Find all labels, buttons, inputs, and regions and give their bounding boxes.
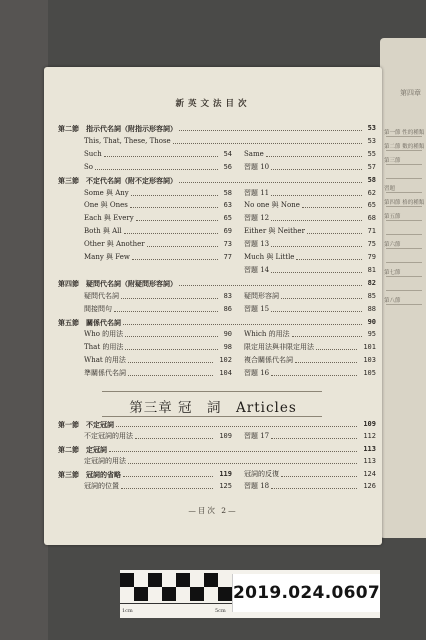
leader-dots [136,220,218,221]
entry-label: Much 與 Little [244,253,295,261]
leader-dots [131,195,218,196]
entry-page: 75 [367,240,376,249]
leader-dots [128,362,213,363]
contents-entry [244,469,376,480]
contents-entry [244,355,376,366]
entry-page: 81 [367,265,376,274]
entry-page: 125 [219,482,232,490]
entry-page: 54 [223,149,232,158]
adjacent-page-rule [386,150,422,151]
leader-dots [123,324,362,325]
entry-label: Many 與 Few [84,253,130,261]
adjacent-page [380,38,426,538]
contents-entry [84,252,232,263]
entry-page: 63 [223,201,232,210]
adjacent-page-rule [386,136,422,137]
contents-entry [84,162,232,173]
contents-entry [244,200,376,211]
entry-page: 69 [223,227,232,236]
entry-page: 56 [223,162,232,171]
entry-label: Either 與 Neither [244,227,305,236]
contents-entry [84,368,232,379]
entry-label: 習題 13 [244,240,270,249]
page-footer: —目次 2— [188,506,238,515]
entry-label: Same [244,149,264,158]
adjacent-page-rule [386,220,422,221]
entry-label: Each 與 Every [84,214,134,223]
adjacent-page-line: 第八節 [384,298,401,304]
entry-page: 101 [363,343,376,352]
contents-entry [244,213,376,224]
leader-dots [271,169,362,170]
contents-entry [84,329,232,340]
entry-page: 124 [363,469,376,478]
leader-dots [271,246,362,247]
adjacent-page-rule [386,178,422,179]
contents-entry [84,291,232,302]
leader-dots [125,349,218,350]
entry-page: 65 [367,201,376,210]
entry-page: 85 [367,291,376,300]
contents-entry [84,200,232,211]
leader-dots [179,182,362,183]
leader-dots [123,476,213,477]
entry-page: 53 [367,124,376,132]
entry-label: 第二節 定冠詞 [58,444,107,454]
entry-page: 65 [223,214,232,223]
entry-label: 習題 18 [244,482,270,490]
adjacent-page-line: 習題 [384,186,396,192]
entry-label: That 的用法 [84,343,124,352]
entry-page: 109 [219,432,232,441]
leader-dots [271,272,362,273]
leader-dots [179,130,362,131]
contents-entry [84,239,232,250]
entry-page: 88 [367,304,376,313]
contents-entry [244,342,376,353]
entry-label: 疑問形容詞 [244,291,279,300]
adjacent-page-line: 第三節 [384,158,401,164]
leader-dots [95,169,218,170]
entry-label: No one 與 None [244,201,300,210]
section-entry [58,444,376,455]
leader-dots [114,311,218,312]
entry-page: 68 [367,214,376,223]
leader-dots [104,156,218,157]
chapter-rule-bottom [102,416,322,417]
contents-entry [244,239,376,250]
entry-page: 102 [219,356,232,365]
contents-entry [84,481,232,492]
accession-number: 2019.024.0607 [232,574,380,612]
section-entry [58,123,376,134]
contents-entry [244,481,376,492]
entry-page: 119 [219,469,232,478]
chapter-title: 第三章 冠 詞 Articles [129,400,297,416]
leader-dots [132,259,218,260]
entry-label: Who 的用法 [84,330,124,339]
entry-label: What 的用法 [84,356,126,365]
leader-dots [266,156,362,157]
entry-page: 90 [367,317,376,326]
leader-dots [281,476,357,477]
entry-page: 83 [223,291,232,300]
leader-dots [128,463,357,464]
entry-label: 習題 15 [244,304,270,313]
contents-entry [244,431,376,442]
leader-dots [121,488,213,489]
adjacent-page-rule [386,262,422,263]
entry-page: 77 [223,253,232,261]
entry-page: 126 [363,482,376,490]
entry-page: 95 [367,330,376,339]
adjacent-page-line: 第七節 [384,270,401,276]
contents-entry [84,342,232,353]
contents-entry [244,162,376,173]
entry-label: Other 與 Another [84,240,145,249]
contents-entry [84,456,376,467]
contents-entry [244,329,376,340]
entry-page: 109 [363,420,376,428]
entry-label: Which 的用法 [244,330,290,339]
contents-entry [244,188,376,199]
leader-dots [130,207,218,208]
entry-label: Both 與 All [84,227,122,236]
entry-page: 58 [367,175,376,184]
leader-dots [296,259,362,260]
entry-label: 限定用法與非限定用法 [244,343,314,352]
adjacent-page-line: 第六節 [384,242,401,248]
leader-dots [271,488,357,489]
adjacent-page-title: 第四章 [400,89,421,97]
contents-entry [244,265,376,276]
entry-page: 86 [223,304,232,313]
entry-page: 113 [363,444,376,453]
leader-dots [124,233,218,234]
adjacent-page-rule [386,234,422,235]
leader-dots [281,298,362,299]
adjacent-page-rule [386,304,422,305]
section-entry [58,317,376,328]
entry-page: 98 [223,343,232,352]
entry-label: 習題 11 [244,188,270,197]
section-entry [58,469,232,480]
leader-dots [292,336,362,337]
section-entry [58,419,376,430]
entry-page: 53 [367,136,376,145]
entry-page: 104 [219,369,232,378]
contents-entry [84,188,232,199]
entry-label: 第一節 不定冠詞 [58,420,114,429]
contents-entry [84,355,232,366]
leader-dots [271,311,362,312]
entry-page: 58 [223,188,232,197]
leader-dots [271,220,362,221]
adjacent-page-line: 第二節 數的種類 [384,144,425,150]
adjacent-page-line: 第五節 [384,214,401,220]
contents-entry [244,252,376,263]
entry-label: 第四節 疑問代名詞（附疑問形容詞） [58,278,177,288]
grayscale-checker [120,573,232,601]
contents-entry [84,213,232,224]
adjacent-page-rule [386,248,422,249]
entry-page: 103 [363,356,376,365]
entry-label: This, That, These, Those [84,136,171,145]
entry-label: 複合關係代名詞 [244,356,293,365]
adjacent-page-rule [386,290,422,291]
entry-page: 113 [363,457,376,466]
leader-dots [307,233,362,234]
scale-label-right: 5cm [215,608,226,614]
entry-label: 定冠詞的用法 [84,457,126,466]
entry-label: 習題 17 [244,432,270,441]
entry-label: 疑問代名詞 [84,291,119,300]
entry-label: Such [84,149,102,158]
section-entry [58,175,376,186]
contents-entry [244,304,376,315]
entry-label: 習題 16 [244,369,270,378]
contents-entry [84,226,232,237]
leader-dots [109,451,357,452]
entry-label: 第三節 不定代名詞（附不定形容詞） [58,175,177,185]
entry-label: 第三節 冠詞的省略 [58,469,121,479]
entry-label: 習題 12 [244,214,270,223]
contents-entry [244,226,376,237]
leader-dots [271,438,357,439]
entry-label: 間接問句 [84,304,112,313]
entry-page: 71 [367,227,376,236]
entry-page: 82 [367,278,376,287]
leader-dots [271,375,357,376]
entry-page: 62 [367,188,376,197]
leader-dots [316,349,357,350]
adjacent-page-rule [386,276,422,277]
leader-dots [125,336,218,337]
entry-label: 第二節 指示代名詞（附指示形容詞） [58,124,177,133]
entry-label: 不定冠詞的用法 [84,432,133,441]
entry-label: One 與 Ones [84,201,128,210]
contents-page [44,67,382,545]
background-table-left [0,0,48,640]
page-header: 新英文法目次 [175,99,251,109]
chapter-rule-top [102,391,322,392]
adjacent-page-rule [386,164,422,165]
leader-dots [179,285,362,286]
entry-label: So [84,162,94,171]
contents-entry [244,368,376,379]
leader-dots [116,426,357,427]
entry-label: 準關係代名詞 [84,369,126,378]
entry-page: 73 [223,240,232,249]
leader-dots [271,195,362,196]
leader-dots [302,207,362,208]
adjacent-page-rule [386,206,422,207]
leader-dots [147,246,218,247]
entry-page: 90 [223,330,232,339]
entry-label: 第五節 關係代名詞 [58,317,121,327]
entry-page: 57 [367,162,376,171]
leader-dots [128,375,213,376]
entry-label: 冠詞的位置 [84,482,119,490]
entry-label: 習題 10 [244,162,270,171]
color-reference-card [120,570,380,618]
contents-entry [84,149,232,160]
contents-entry [244,149,376,160]
leader-dots [173,143,362,144]
entry-page: 79 [367,253,376,261]
contents-entry [84,304,232,315]
section-entry [58,278,376,289]
entry-label: 習題 14 [244,265,270,274]
entry-label: Some 與 Any [84,188,129,197]
entry-page: 55 [367,149,376,158]
contents-entry [84,136,376,147]
leader-dots [135,438,213,439]
leader-dots [295,362,357,363]
contents-entry [84,431,232,442]
adjacent-page-rule [386,192,422,193]
leader-dots [121,298,218,299]
scale-label-left: 1cm [122,608,133,614]
entry-label: 冠詞的反復 [244,469,279,478]
adjacent-page-line: 第四節 格的種類 [384,200,425,206]
contents-entry [244,291,376,302]
adjacent-page-line: 第一節 性的種類 [384,130,425,136]
entry-page: 105 [363,369,376,378]
entry-page: 112 [363,432,376,441]
